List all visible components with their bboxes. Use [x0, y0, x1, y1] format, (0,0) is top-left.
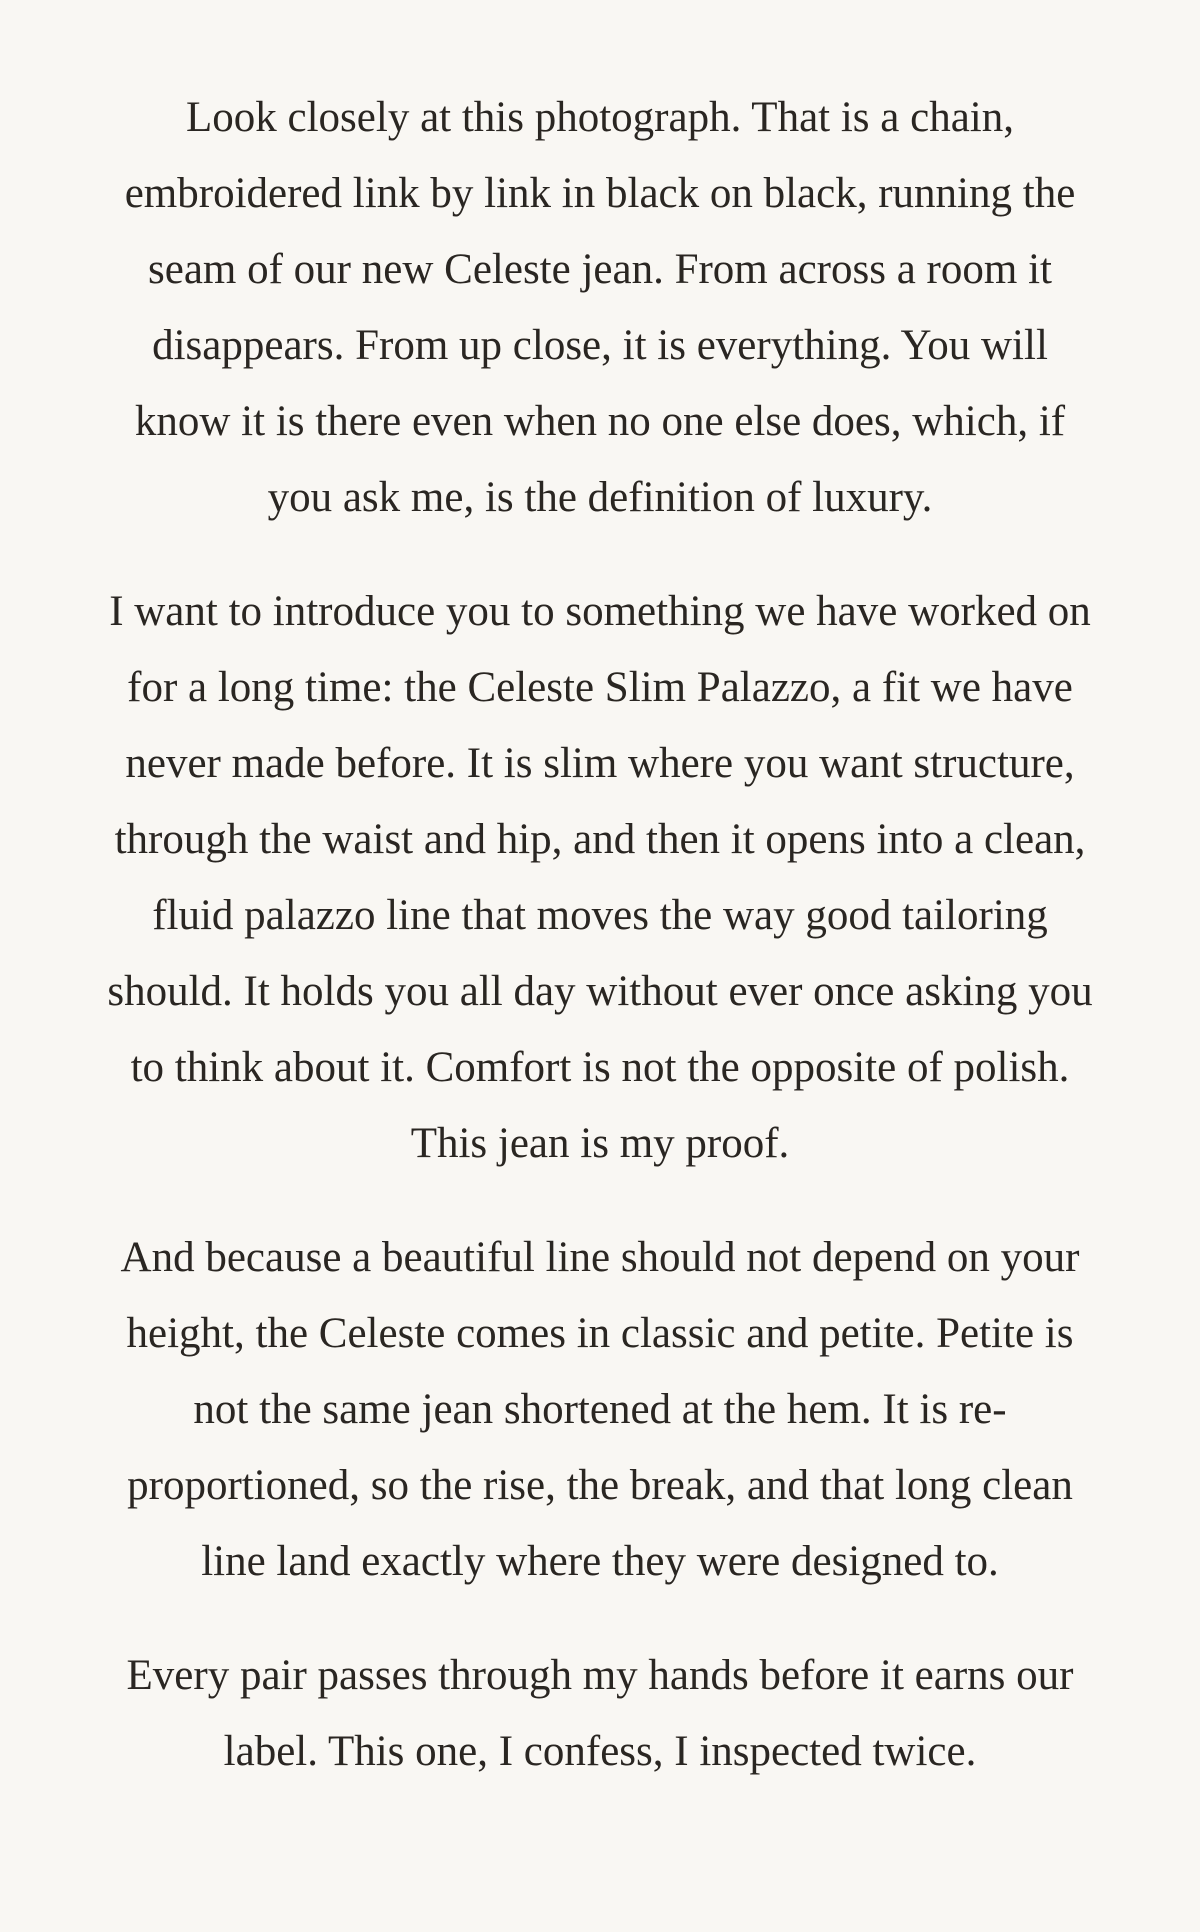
paragraph-inspection: Every pair passes through my hands before it earns our label. This one, I confess, I inspected twice.: [126, 1652, 1074, 1775]
letter-body: [100, 80, 1100, 1790]
paragraph-petite: And because a beautiful line should not depend on your height, the Celeste comes in classic and petite. Petite is not the same jean shortened at the hem. It is re-proportioned, so the rise, the break, and that long clean line land exactly where they were designed to.: [120, 1234, 1080, 1585]
paragraph-slim-palazzo: I want to introduce you to something we have worked on for a long time: the Celeste Slim Palazzo, a fit we have never made before. It is slim where you want structure, through the waist and hip, and then it opens into a clean, fluid palazzo line that moves the way good tailoring should. It holds you all day without ever once asking you to think about it. Comfort is not the opposite of polish. This jean is my proof.: [107, 588, 1093, 1167]
paragraph-chain-embroidery: Look closely at this photograph. That is a chain, embroidered link by link in black on black, running the seam of our new Celeste jean. From across a room it disappears. From up close, it is everything. You will know it is there even when no one else does, which, if you ask me, is the definition of luxury.: [124, 94, 1076, 521]
